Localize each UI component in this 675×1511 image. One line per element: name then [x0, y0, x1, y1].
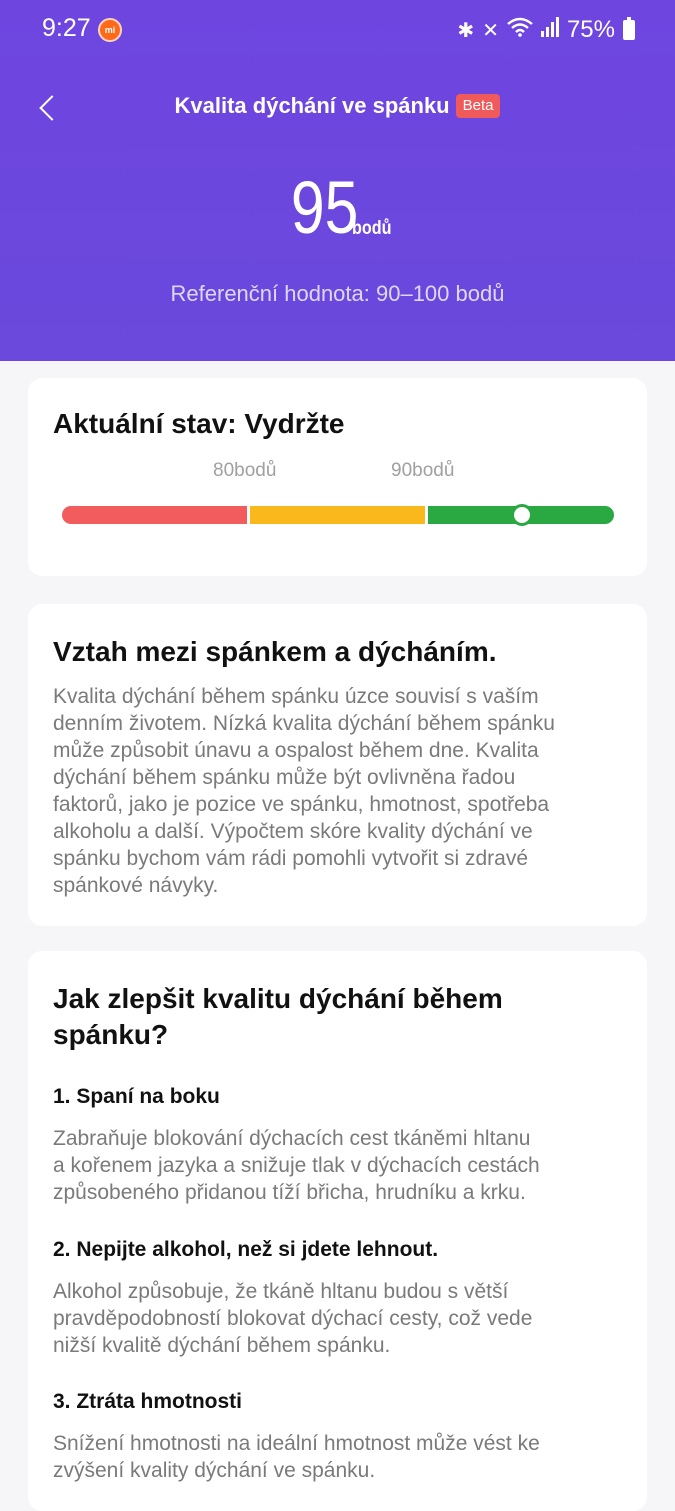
tip-line: Alkohol způsobuje, že tkáně hltanu budou s větší	[53, 1280, 509, 1303]
mute-icon: ✕	[482, 19, 499, 42]
relation-line: faktorů, jako je pozice ve spánku, hmotnost, spotřeba	[53, 793, 550, 816]
beta-badge: Beta	[456, 94, 501, 118]
status-card	[28, 378, 647, 576]
bluetooth-icon: ✱	[457, 19, 475, 42]
scale-segment-red	[62, 506, 247, 524]
tip-line: pravděpodobností blokovat dýchací cesty, což vede	[53, 1307, 533, 1330]
page-title: Kvalita dýchání ve spánku	[174, 93, 450, 118]
tip-line: zvýšení kvality dýchání ve spánku.	[53, 1459, 376, 1482]
tick-label-90: 90bodů	[391, 460, 455, 481]
relation-card	[28, 604, 647, 926]
tips-heading-line: spánku?	[53, 1019, 169, 1050]
relation-line: dýchání během spánku může být ovlivněna řadou	[53, 766, 516, 789]
relation-line: může způsobit únavu a ospalost během dne. Kvalita	[53, 739, 539, 762]
relation-line: alkoholu a další. Výpočtem skóre kvality dýchání ve	[53, 820, 533, 843]
score-value: 95	[290, 166, 359, 249]
mi-app-icon: mi	[98, 18, 122, 42]
tip-text-2	[53, 1278, 623, 1359]
relation-line: Kvalita dýchání během spánku úzce souvisí s vaším	[53, 685, 539, 708]
title-row	[0, 93, 675, 119]
tips-heading-line: Jak zlepšit kvalitu dýchání během	[53, 983, 503, 1014]
battery-icon	[623, 20, 635, 40]
reference-range: Referenční hodnota: 90–100 bodů	[170, 281, 505, 306]
tip-title-2: 2. Nepijte alkohol, než si jdete lehnout.	[53, 1238, 439, 1261]
relation-line: spánkové návyky.	[53, 874, 219, 897]
battery-percent: 75%	[566, 16, 615, 43]
tip-text-1	[53, 1125, 623, 1206]
tip-line: způsobeného přidanou tíží břicha, hrudníku a krku.	[53, 1181, 526, 1204]
wifi-icon	[507, 17, 533, 43]
tip-line: nižší kvalitě dýchání během spánku.	[53, 1334, 391, 1357]
relation-line: denním životem. Nízká kvalita dýchání během spánku	[53, 712, 555, 735]
header	[0, 0, 675, 361]
tips-heading	[53, 981, 503, 1053]
tips-card	[28, 951, 647, 1511]
tip-text-3	[53, 1430, 623, 1484]
signal-icon	[541, 17, 559, 43]
status-time: 9:27	[42, 14, 91, 42]
tip-line: Zabraňuje blokování dýchacích cest tkáněmi hltanu	[53, 1127, 531, 1150]
relation-text	[53, 683, 623, 899]
score-unit: bodů	[352, 218, 392, 239]
scale-segment-yellow	[250, 506, 425, 524]
status-title: Aktuální stav: Vydržte	[53, 408, 345, 439]
tip-title-1: 1. Spaní na boku	[53, 1085, 220, 1108]
status-bar	[0, 0, 675, 60]
relation-line: spánku bychom vám rádi pomohli vytvořit si zdravé	[53, 847, 529, 870]
tip-line: Snížení hmotnosti na ideální hmotnost může vést ke	[53, 1432, 540, 1455]
tip-line: a kořenem jazyka a snižuje tlak v dýchacích cestách	[53, 1154, 540, 1177]
relation-heading: Vztah mezi spánkem a dýcháním.	[53, 636, 497, 667]
score-marker	[511, 504, 533, 526]
tip-title-3: 3. Ztráta hmotnosti	[53, 1390, 243, 1413]
score-display	[0, 168, 675, 248]
tick-label-80: 80bodů	[213, 460, 277, 481]
status-icons	[457, 16, 635, 44]
